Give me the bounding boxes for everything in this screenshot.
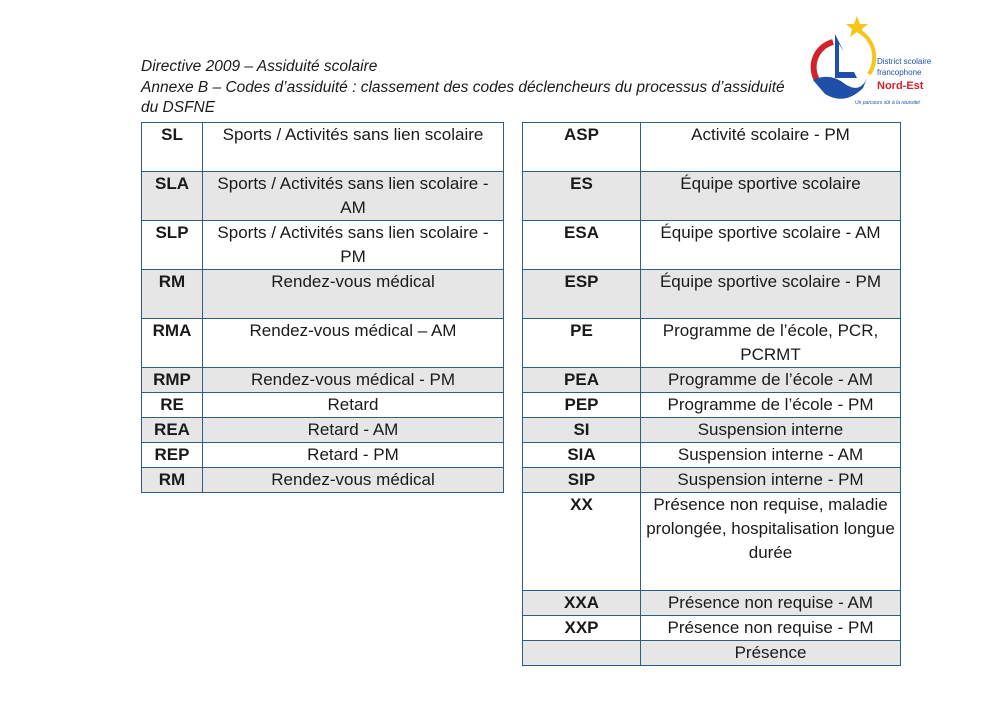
logo-tagline: Un parcours sûr à la réussite! bbox=[855, 100, 921, 106]
table-row bbox=[142, 319, 504, 368]
code-description: Suspension interne - AM bbox=[641, 443, 901, 468]
table-row bbox=[523, 368, 901, 393]
code-description: Présence non requise - AM bbox=[641, 591, 901, 616]
code-description: Activité scolaire - PM bbox=[641, 123, 901, 172]
code-description: Programme de l’école, PCR, PCRMT bbox=[641, 319, 901, 368]
code-description: Équipe sportive scolaire bbox=[641, 172, 901, 221]
table-row bbox=[523, 319, 901, 368]
code-description: Présence bbox=[641, 641, 901, 666]
annex-title: Annexe B – Codes d’assiduité : classement des codes déclencheurs du processus d’assiduité du DSFNE bbox=[141, 78, 785, 116]
table-row bbox=[142, 368, 504, 393]
attendance-code: REA bbox=[142, 418, 203, 443]
attendance-code: RMP bbox=[142, 368, 203, 393]
table-row bbox=[142, 468, 504, 493]
code-description: Équipe sportive scolaire - PM bbox=[641, 270, 901, 319]
table-row bbox=[523, 493, 901, 591]
table-row bbox=[142, 393, 504, 418]
table-row bbox=[523, 616, 901, 641]
attendance-code: SLA bbox=[142, 172, 203, 221]
table-row bbox=[142, 418, 504, 443]
attendance-code: XXA bbox=[523, 591, 641, 616]
attendance-code: SLP bbox=[142, 221, 203, 270]
logo-line1: District scolaire bbox=[877, 57, 932, 66]
logo-line2: francophone bbox=[877, 68, 922, 77]
table-row bbox=[523, 123, 901, 172]
code-description: Suspension interne - PM bbox=[641, 468, 901, 493]
district-logo bbox=[805, 14, 955, 109]
table-row bbox=[142, 221, 504, 270]
table-row bbox=[142, 443, 504, 468]
code-description: Sports / Activités sans lien scolaire - AM bbox=[203, 172, 504, 221]
code-description: Sports / Activités sans lien scolaire - PM bbox=[203, 221, 504, 270]
attendance-code: PE bbox=[523, 319, 641, 368]
code-description: Équipe sportive scolaire - AM bbox=[641, 221, 901, 270]
attendance-code: SL bbox=[142, 123, 203, 172]
code-description: Programme de l’école - AM bbox=[641, 368, 901, 393]
code-description: Retard bbox=[203, 393, 504, 418]
code-description: Rendez-vous médical bbox=[203, 468, 504, 493]
attendance-code: XXP bbox=[523, 616, 641, 641]
attendance-code: RM bbox=[142, 270, 203, 319]
attendance-code: PEP bbox=[523, 393, 641, 418]
code-description: Sports / Activités sans lien scolaire bbox=[203, 123, 504, 172]
table-row bbox=[142, 123, 504, 172]
attendance-code: SI bbox=[523, 418, 641, 443]
table-row bbox=[523, 270, 901, 319]
attendance-code: RMA bbox=[142, 319, 203, 368]
attendance-code: ASP bbox=[523, 123, 641, 172]
table-row bbox=[523, 418, 901, 443]
attendance-code: RE bbox=[142, 393, 203, 418]
attendance-code: SIP bbox=[523, 468, 641, 493]
code-description: Retard - PM bbox=[203, 443, 504, 468]
attendance-code: PEA bbox=[523, 368, 641, 393]
attendance-code: ESP bbox=[523, 270, 641, 319]
attendance-code: XX bbox=[523, 493, 641, 591]
table-row bbox=[523, 591, 901, 616]
code-description: Programme de l’école - PM bbox=[641, 393, 901, 418]
code-description: Suspension interne bbox=[641, 418, 901, 443]
table-row bbox=[523, 443, 901, 468]
code-description: Présence non requise, maladie prolongée, hospitalisation longue durée bbox=[641, 493, 901, 591]
code-description: Présence non requise - PM bbox=[641, 616, 901, 641]
table-row bbox=[523, 172, 901, 221]
table-row bbox=[142, 172, 504, 221]
document-header bbox=[141, 57, 801, 119]
attendance-code: RM bbox=[142, 468, 203, 493]
table-row bbox=[142, 270, 504, 319]
attendance-code bbox=[523, 641, 641, 666]
table-row bbox=[523, 468, 901, 493]
code-description: Rendez-vous médical - PM bbox=[203, 368, 504, 393]
right-codes-table bbox=[522, 122, 901, 666]
table-row bbox=[523, 393, 901, 418]
logo-line3: Nord-Est bbox=[877, 80, 924, 92]
directive-title: Directive 2009 – Assiduité scolaire bbox=[141, 58, 378, 75]
code-description: Retard - AM bbox=[203, 418, 504, 443]
attendance-code: REP bbox=[142, 443, 203, 468]
attendance-code: SIA bbox=[523, 443, 641, 468]
left-codes-table bbox=[141, 122, 504, 493]
code-description: Rendez-vous médical – AM bbox=[203, 319, 504, 368]
code-description: Rendez-vous médical bbox=[203, 270, 504, 319]
attendance-code: ESA bbox=[523, 221, 641, 270]
table-row bbox=[523, 221, 901, 270]
table-row bbox=[523, 641, 901, 666]
attendance-code: ES bbox=[523, 172, 641, 221]
